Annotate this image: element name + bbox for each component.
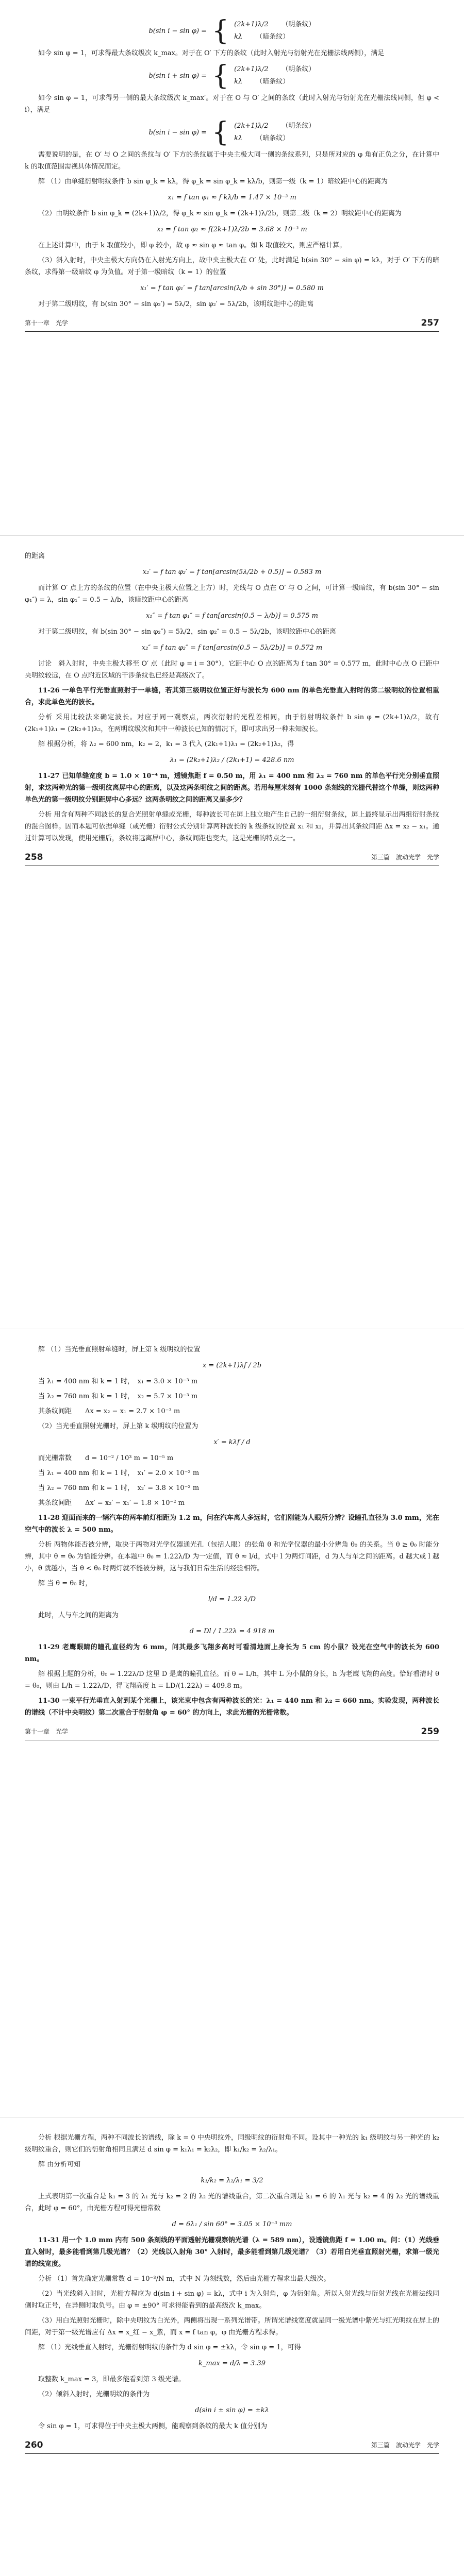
chapter-title: 第三篇 波动光学 光学 (371, 854, 439, 861)
equation: d = 6λ₁ / sin 60° = 3.05 × 10⁻³ mm (172, 2221, 292, 2228)
paragraph: 此时，人与车之间的距离为 (38, 1612, 119, 1619)
paragraph: 而光栅常数 d = 10⁻² / 10³ m = 10⁻⁵ m (38, 1454, 174, 1462)
discussion-paragraph: 讨论 斜入射时，中央主极大移至 O′ 点（此时 φ = i = 30°），它距中心 O 点的距离为 f tan 30° = 0.577 m，此时中心点 O 已距中央明纹较远，在 O 点附近区域的干涉条纹也已经是高级次了。 (25, 660, 439, 680)
equation: k₁/k₂ = λ₂/λ₁ = 3/2 (201, 2177, 263, 2184)
running-header (25, 848, 439, 866)
paragraph: （3）用白光照射光栅时，除中央明纹为白光外，两侧将出现一系列光谱带。所谓光谱线宽度就是同一级光谱中紫光与红光明纹在屏上的间距，对于第一级光谱应有 Δx = x_红 − x_紫，而 x = f tan φ，φ 由光栅方程求得。 (25, 2317, 439, 2336)
top-equation: b(sin i − sin φ) = { (2k+1)λ/2 （明条纹） kλ （暗条纹） (148, 15, 316, 46)
paragraph: 当 λ₁ = 400 nm 和 k = 1 时， x₁′ = 2.0 × 10⁻² m (38, 1469, 200, 1477)
equation: l/d = 1.22 λ/D (208, 1596, 256, 1603)
chapter-title: 第三篇 波动光学 光学 (371, 2442, 439, 2449)
running-header (25, 1722, 439, 1740)
paragraph: 在上述计算中，由于 k 取值较小，即 φ 较小，故 φ ≈ sin φ ≈ tan φ。如 k 取值较大，则应严格计算。 (38, 242, 346, 249)
solution-paragraph: （2）由明纹条件 b sin φ_k = (2k+1)λ/2，得 φ_k ≈ sin φ_k = (2k+1)λ/2b，则第二级（k = 2）明纹距中心的距离为 (38, 210, 402, 217)
paragraph: 令 sin φ = 1，可求得位于中央主极大两侧，能观察到条纹的最大 k 值分别为 (38, 2422, 268, 2430)
solution-paragraph: 解 （1）光线垂直入射时，光栅衍射明纹的条件为 d sin φ = ±kλ，令 sin φ = 1，可得 (38, 2344, 301, 2351)
page-1 (0, 0, 464, 536)
page-3 (0, 1329, 464, 2117)
chapter-title: 第十一章 光学 (25, 1728, 69, 1735)
paragraph: 如今 sin φ = 1，可求得另一侧的最大条纹级次 k_max′。对于在 O 与 O′ 之间的条纹（此时入射光与衍射光在光栅法线同侧，但 φ < i），满足 (25, 94, 439, 114)
analysis-paragraph: 分析 采用比较法来确定波长。对应于同一观察点，两次衍射的光程差相同，由于衍射明纹条件 b sin φ = (2k+1)λ/2，故有 (2k₁+1)λ₁ = (2k₂+1)λ₂，在两明纹级次和其中一种波长已知的情况下，即可求出另一种未知波长。 (25, 714, 439, 733)
solution-paragraph: 解 （1）由单缝衍射明纹条件 b sin φ_k = kλ，得 φ_k = sin φ_k = kλ/b，则第一级（k = 1）暗纹距中心的距离为 (38, 178, 388, 185)
equation: x₁″ = f tan φ₁″ = f tan[arcsin(0.5 − λ/b)] = 0.575 m (146, 612, 318, 620)
analysis-paragraph: 分析 （1）首先确定光栅常数 d = 10⁻³/N m，式中 N 为刻线数，然后由光栅方程求出最大级次。 (38, 2275, 330, 2283)
chapter-title: 第十一章 光学 (25, 319, 69, 327)
problem-11-28: 11-28 迎面而来的一辆汽车的两车前灯相距为 1.2 m，问在汽车离人多远时，它们刚能为人眼所分辨？设瞳孔直径为 3.0 mm，光在空气中的波长 λ = 500 nm。 (25, 1514, 439, 1534)
paragraph: 其条纹间距 Δx = x₂ − x₁ = 2.7 × 10⁻³ m (38, 1408, 180, 1415)
paragraph: （2）当光线斜入射时，光栅方程应为 d(sin i + sin φ) = kλ，式中 i 为入射角，φ 为衍射角。所以入射光线与衍射光线在光栅法线同侧时取正号，在异侧时取负号。由 φ = ±90° 可求得能看到的最高级次 k_max。 (25, 2290, 439, 2310)
paragraph: 对于第二级明纹，有 b(sin 30° − sin φ₂″) = 5λ/2，sin φ₂″ = 0.5 − 5λ/2b，该明纹距中心的距离 (38, 628, 336, 636)
equation: x₂ = f tan φ₂ ≈ f(2k+1)λ/2b = 3.68 × 10⁻³ m (157, 226, 307, 233)
page-4 (0, 2117, 464, 2576)
analysis-paragraph: 分析 根据光栅方程，两种不同波长的谱线，除 k = 0 中央明纹外，同级明纹的衍射角不同。设其中一种光的 k₁ 级明纹与另一种光的 k₂ 级明纹重合，则它们的衍射角相同且满足 d sin φ = k₁λ₁ = k₂λ₂，即 k₁/k₂ = λ₂/λ₁。 (25, 2134, 439, 2154)
problem-11-26: 11-26 一单色平行光垂直照射于一单缝，若其第三级明纹位置正好与波长为 600 nm 的单色光垂直入射时的第二级明纹的位置相重合，求此单色光的波长。 (25, 687, 439, 706)
paragraph: 上式表明第一次重合是 k₁ = 3 的 λ₁ 光与 k₂ = 2 的 λ₂ 光的谱线重合，第二次重合则是 k₁ = 6 的 λ₁ 光与 k₂ = 4 的 λ₂ 光的谱线重合，此时 φ = 60°，由光栅方程可得光栅常数 (25, 2193, 439, 2212)
analysis-paragraph: 分析 两物体能否被分辨，取决于两物对光学仪器通光孔（包括人眼）的张角 θ 和光学仪器的最小分辨角 θ₀ 的关系。当 θ ≥ θ₀ 时能分辨，其中 θ = θ₀ 为恰能分辨。在本题中 θ₀ = 1.22λ/D 为一定值，而 θ ≈ l/d，式中 l 为两灯间距，d 为人与车之间的距离。d 越大或 l 越小，θ 就越小，当 θ < θ₀ 时两灯就不能被分辨，这与我们日常生活的经验相符。 (25, 1541, 439, 1572)
solution-paragraph: 解 当 θ = θ₀ 时， (38, 1580, 92, 1587)
page-number: 260 (25, 2440, 43, 2450)
mid-equation: b(sin i + sin φ) = { (2k+1)λ/2 （明条纹） kλ （暗条纹） (148, 60, 316, 91)
running-header (25, 313, 439, 332)
paragraph: 其条纹间距 Δx′ = x₂′ − x₁′ = 1.8 × 10⁻² m (38, 1499, 185, 1507)
solution-paragraph: 对于第二级明纹，有 b(sin 30° − sin φ₂′) = 5λ/2，sin φ₂′ = 5λ/2b，该明纹距中心的距离 (38, 300, 314, 308)
paragraph: 取整数 k_max = 3，即最多能看到第 3 级光谱。 (38, 2376, 185, 2383)
paragraph: 需要说明的是，在 O′ 与 O 之间的条纹与 O′ 下方的条纹属于中央主极大同一侧的条纹系列，只是所对应的 φ 角有正负之分，在计算中 k 的取值范围需视具体情况而定。 (25, 151, 439, 171)
paragraph: 当 λ₂ = 760 nm 和 k = 1 时， x₂′ = 3.8 × 10⁻² m (38, 1484, 200, 1492)
equation: x₂″ = f tan φ₂″ = f tan[arcsin(0.5 − 5λ/2b)] = 0.572 m (141, 644, 323, 652)
equation: d = Dl / 1.22λ = 4 918 m (189, 1628, 275, 1635)
paragraph: （2）倾斜入射时，光栅明纹的条件为 (38, 2391, 150, 2398)
running-header (25, 2435, 439, 2454)
equation: x₁′ = f tan φ₁′ = f tan[arcsin(λ/b + sin 30°)] = 0.580 m (140, 284, 324, 292)
equation: x′ = kλf / d (213, 1438, 251, 1446)
page-number: 257 (421, 318, 439, 328)
equation: x = (2k+1)λf / 2b (202, 1362, 262, 1369)
solution-paragraph: 解 根据上题的分析，θ₀ = 1.22λ/D 这里 D 是鹰的瞳孔直径。而 θ = L/h，其中 L 为小鼠的身长，h 为老鹰飞翔的高度。恰好看清时 θ = θ₀，则由 L/h = 1.22λ/D，得飞翔高度 h = LD/(1.22λ) = 409.8 m。 (25, 1670, 439, 1690)
equation: k_max = d/λ = 3.39 (198, 2360, 266, 2367)
paragraph: 当 λ₁ = 400 nm 和 k = 1 时， x₁ = 3.0 × 10⁻³ m (38, 1378, 198, 1385)
solution-paragraph: （2）当光垂直照射光栅时，屏上第 k 级明纹的位置为 (38, 1422, 198, 1430)
problem-11-31: 11-31 用一个 1.0 mm 内有 500 条刻线的平面透射光栅观察钠光谱（λ = 589 nm），设透镜焦距 f = 1.00 m。问：（1）光线垂直入射时，最多能看到第几级光谱？（2）光线以入射角 30° 入射时，最多能看到第几级光谱？（3）若用白光垂直照射光栅，求第一级光谱的线宽度。 (25, 2236, 439, 2268)
page-2 (0, 536, 464, 1329)
problem-11-27: 11-27 已知单缝宽度 b = 1.0 × 10⁻⁴ m，透镜焦距 f = 0.50 m，用 λ₁ = 400 nm 和 λ₂ = 760 nm 的单色平行光分别垂直照射，求这两种光的第一级明纹离屏中心的距离，以及这两条明纹之间的距离。若用每厘米刻有 1000 条刻线的光栅代替这个单缝，则这两种单色光的第一级明纹分别距屏中心多远？这两条明纹之间的距离又是多少？ (25, 772, 439, 804)
solution-paragraph: 解 根据分析，将 λ₂ = 600 nm，k₂ = 2，k₁ = 3 代入 (2k₁+1)λ₁ = (2k₂+1)λ₂，得 (38, 740, 294, 748)
solution-paragraph: 解 （1）当光垂直照射单缝时，屏上第 k 级明纹的位置 (38, 1346, 201, 1353)
equation: x₁ = f tan φ₁ ≈ f kλ/b = 1.47 × 10⁻³ m (168, 194, 296, 201)
equation: d(sin i ± sin φ) = ±kλ (195, 2406, 269, 2414)
problem-11-30: 11-30 一束平行光垂直入射到某个光栅上，该光束中包含有两种波长的光：λ₁ = 440 nm 和 λ₂ = 660 nm。实验发现，两种波长的谱线（不计中央明纹）第二次重合于衍射角 φ = 60° 的方向上，求此光栅的光栅常数。 (25, 1697, 439, 1717)
bottom-equation: b(sin i − sin φ) = { (2k+1)λ/2 （明条纹） kλ （暗条纹） (148, 117, 316, 148)
paragraph: 而计算 O′ 点上方的条纹的位置（在中央主极大位置之上方）时，光线与 O 点在 O′ 与 O 之间，可计算一级暗纹，有 b(sin 30° − sin φ₁″) = λ，sin φ₁″ = 0.5 − λ/b，该暗纹距中心的距离 (25, 584, 439, 604)
analysis-paragraph: 分析 用含有两种不同波长的复合光照射单缝或光栅，每种波长可在屏上独立地产生自己的一组衍射条纹，屏上最终显示出两组衍射条纹的混合图样。因而本题可依据单缝（或光栅）衍射公式分别计算两种波长的 k 级条纹的位置 x₁ 和 x₂，并算出其条纹间距 Δx = x₂ − x₁。通过计算可以发现，使用光栅后，条纹将远离屏中心，条纹间距也变大，这是光栅的特点之一。 (25, 811, 439, 842)
solution-paragraph: （3）斜入射时，中央主极大方向仍在入射光方向上，故中央主极大在 O′ 处，此时满足 b(sin 30° − sin φ) = kλ，对于 O′ 下方的暗条纹，求得第一级暗纹 φ 为负值。对于第一级暗纹（k = 1）的位置 (25, 257, 439, 276)
equation: λ₁ = (2k₂+1)λ₂ / (2k₁+1) = 428.6 nm (170, 756, 294, 764)
problem-11-29: 11-29 老鹰眼睛的瞳孔直径约为 6 mm，问其最多飞翔多高时可看清地面上身长为 5 cm 的小鼠？设光在空气中的波长为 600 nm。 (25, 1643, 439, 1663)
page-number: 259 (421, 1726, 439, 1737)
solution-paragraph: 解 由分析可知 (38, 2161, 81, 2168)
paragraph: 的距离 (25, 552, 45, 560)
paragraph: 当 λ₂ = 760 nm 和 k = 1 时， x₂ = 5.7 × 10⁻³ m (38, 1393, 198, 1400)
page-number: 258 (25, 852, 43, 862)
equation: x₂′ = f tan φ₂′ = f tan[arcsin(5λ/2b + 0.5)] = 0.583 m (142, 568, 322, 576)
paragraph: 如今 sin φ = 1，可求得最大条纹级次 k_max。对于在 O′ 下方的条纹（此时入射光与衍射光在光栅法线两侧），满足 (38, 49, 385, 57)
